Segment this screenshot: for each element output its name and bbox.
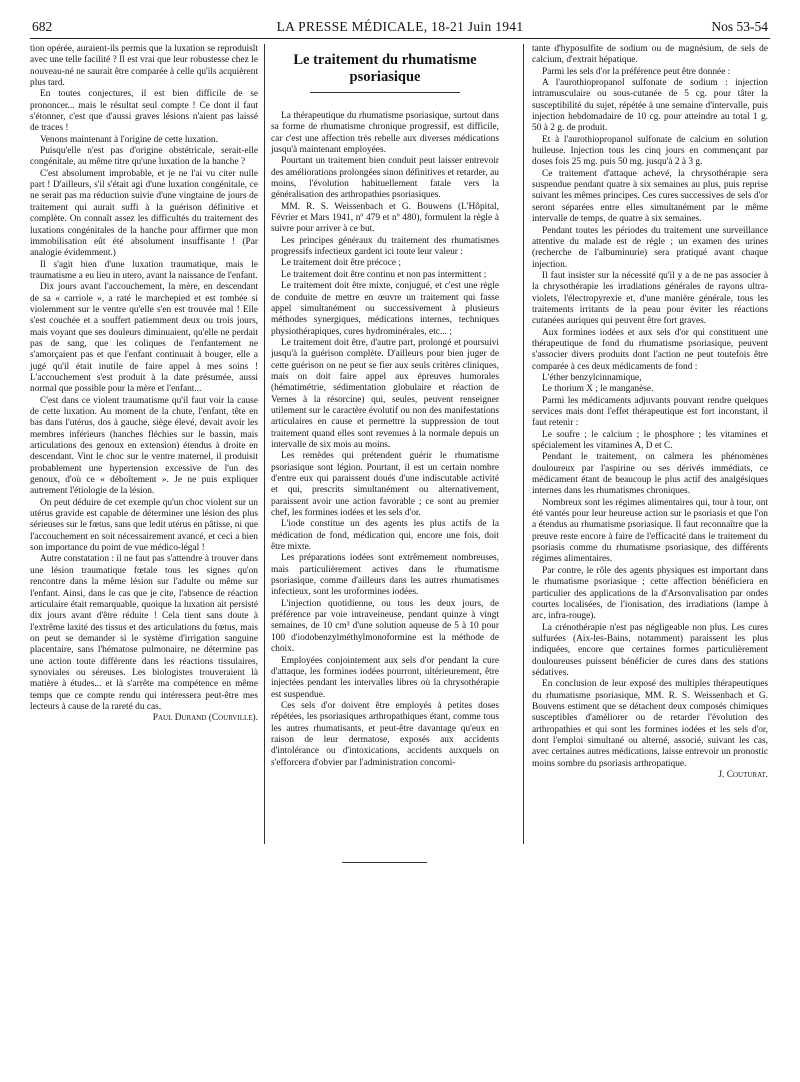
paragraph: Ces sels d'or doivent être employés à petites doses répétées, les psoriasiques arthropathiques étant, comme tous les autres rhumatisants, et peut-être davantage qu'eux en raison de leur dermatose, exposés aux accidents d'intolérance ou d'intoxications, accidents auxquels on s'efforcera d'obvier par l'administration concomi-	[271, 700, 499, 768]
paragraph: Employées conjointement aux sels d'or pendant la cure d'attaque, les formines iodées pourront, ultérieurement, être injectées pendant les intervalles libres où la chrysothérapie est suspendue.	[271, 655, 499, 700]
paragraph: L'éther benzylcinnamique,	[542, 372, 642, 383]
paragraph: tion opérée, auraient-ils permis que la luxation se reproduisît avec une telle facilité ? Il est vrai que leur robustesse chez le nouveau-né ne saurait être comparée à celle qu'ils acquièrent plus tard.	[30, 44, 258, 89]
paragraph: Il faut insister sur la nécessité qu'il y a de ne pas associer à la chrysothérapie les irradiations générales de rayons ultra-violets, l'électropyrexie et, d'une manière générale, tous les traitements irritants de la peau pour éviter les réactions cutanées auriques qui peuvent être fort graves.	[532, 270, 768, 327]
column-1	[30, 44, 258, 725]
paragraph: En conclusion de leur exposé des multiples thérapeutiques du rhumatisme psoriasique, MM. R. S. Weissenbach et G. Bouvens estiment que se détachent deux composés chimiques susceptibles d'améliorer ou de retarder l'évolution des arthropathies et qui sont les formines iodées et les sels d'or, dont l'emploi simultané ou alterné, associé, suivant les cas, avec certaines autres médications, laisse entrevoir un pronostic moins sombre du psoriasis arthropatique.	[532, 679, 768, 769]
paragraph: Les remèdes qui prétendent guérir le rhumatisme psoriasique sont légion. Pourtant, il est un certain nombre d'entre eux qui paraissent doués d'une indiscutable activité et qui, prescrits simultanément ou alternativement, paraissent avoir une action favorable ; ce sont au premier chef, les formines iodées et les sels d'or.	[271, 451, 499, 519]
paragraph: Pendant toutes les périodes du traitement une surveillance attentive du malade est de règle ; un examen des urines (recherche de l'albuminurie) sera pratiqué avant chaque injection.	[532, 225, 768, 270]
article-title: Le traitement du rhumatisme psoriasique	[293, 52, 477, 85]
title-rule	[310, 92, 460, 93]
paragraph: La thérapeutique du rhumatisme psoriasique, surtout dans sa forme de rhumatisme chronique progressif, est difficile, car c'est une affection très rebelle aux diverses médications jusqu'à maintenant employées.	[271, 111, 499, 156]
paragraph: Par contre, le rôle des agents physiques est important dans le rhumatisme psoriasique ; cette affection bénéficiera en particulier des applications de la d'Arsonvalisation par ondes courtes localisées, de l'ionisation, des irradiations (lampe à arc, infra-rouge).	[532, 565, 768, 622]
paragraph: Il s'agit bien d'une luxation traumatique, mais le traumatisme a eu lieu in utero, avant la naissance de l'enfant.	[30, 259, 258, 281]
paragraph: MM. R. S. Weissenbach et G. Bouwens (L'Hôpital, Février et Mars 1941, nº 479 et nº 480), formulent la règle à suivre pour arriver à ce but.	[271, 201, 499, 235]
paragraph: Les principes généraux du traitement des rhumatismes progressifs infectieux gardent ici toute leur valeur :	[271, 235, 499, 258]
paragraph: Aux formines iodées et aux sels d'or qui constituent une thérapeutique de fond du rhumatisme psoriasique, peuvent s'associer divers produits dont l'action ne peut toutefois être comparée à ces deux médicaments de fond :	[532, 327, 768, 372]
paragraph: Nombreux sont les régimes alimentaires qui, tour à tour, ont été vantés pour leur heureuse action sur le psoriasis et que l'on a étendus au rhumatisme psoriasique. Il faut reconnaître que la preuve reste encore à faire de l'efficacité dans le traitement du psoriasis comme du rhumatisme psoriasique, des différents régimes alimentaires.	[532, 497, 768, 565]
paragraph: On peut déduire de cet exemple qu'un choc violent sur un utérus gravide est capable de déterminer une lésion des plus sérieuses sur le fœtus, sans que ledit utérus en pâtisse, ni que l'accouchement en soit nécessairement avancé, et ceci a bien son importance du point de vue médico-légal !	[30, 497, 258, 554]
paragraph: Puisqu'elle n'est pas d'origine obstétricale, serait-elle congénitale, au même titre qu'une luxation de la hanche ?	[30, 146, 258, 168]
header-rule	[30, 38, 770, 39]
paragraph: Dix jours avant l'accouchement, la mère, en descendant de sa « carriole », a raté le marchepied et est tombée si violemment sur le ventre qu'elle s'en est trouvée mal ! Elle s'est couchée et a souffert patiemment deux ou trois jours, mais voyant que ses douleurs diminuaient, qu'elle ne perdait pas de sang, que les coliques de l'enfantement ne s'amorçaient pas et que l'enfant continuait à bouger, elle a jugé qu'il était inutile de faire appel à mes soins ! L'accouchement s'est produit à la date présumée, aussi normal que possible pour la mère et l'enfant...	[30, 282, 258, 395]
journal-name: LA PRESSE MÉDICALE,	[276, 19, 428, 34]
paragraph: Le traitement doit être précoce ;	[281, 258, 401, 269]
issue-number: Nos 53-54	[711, 19, 768, 34]
column-2	[271, 44, 499, 769]
paragraph: Pendant le traitement, on calmera les phénomènes douloureux par l'aspirine ou ses dérivés immédiats, ce médicament étant de beaucoup le plus actif des analgésiques internes dans les rhumatismes chroniques.	[532, 452, 768, 497]
paragraph: En toutes conjectures, il est bien difficile de se prononcer... mais le résultat seul compte ! Ce dont il faut s'étonner, c'est que d'aussi graves lésions n'aient pas laissé de traces !	[30, 89, 258, 134]
paragraph: Parmi les sels d'or la préférence peut être donnée :	[542, 66, 731, 77]
paragraph: La crénothérapie n'est pas négligeable non plus. Les cures sulfurées (Aix-les-Bains, notamment) paraissent les plus indiquées, encore que certaines formes particulièrement douloureuses puissent bénéficier de cures dans des stations sédatives.	[532, 622, 768, 678]
paragraph: Pourtant un traitement bien conduit peut laisser entrevoir des améliorations prolongées sinon définitives et retarder, au moins, l'évolution habituellement fatale vers la généralisation des arthropathies psoriasiques.	[271, 156, 499, 201]
paragraph: L'iode constitue un des agents les plus actifs de la médication de fond, médication qui, encore une fois, doit être mixte.	[271, 519, 499, 553]
paragraph: C'est dans ce violent traumatisme qu'il faut voir la cause de cette luxation. Au moment de la chute, l'enfant, tête en bas dans l'utérus, dos à gauche, siège élevé, devait avoir les membres inférieurs (hanches fléchies sur le bassin, mais articulations des genoux en extension) étendus à droite en descendant. Vint le choc sur le ventre maternel, il produisit probablement une hypertension excessive de l'un des genoux, d'où ce « déboîtement ». Je ne puis expliquer autrement l'étiologie de la lésion.	[30, 395, 258, 497]
paragraph: Le traitement doit être continu et non pas intermittent ;	[281, 269, 487, 280]
paragraph: Le thorium X ; le manganèse.	[542, 384, 654, 395]
paragraph: Les préparations iodées sont extrêmement nombreuses, mais particulièrement actives dans le rhumatisme psoriasique, comme d'ailleurs dans les autres rhumatismes infectieux, sont les uroformines iodées.	[271, 553, 499, 598]
paragraph: Et à l'aurothiopropanol sulfonate de calcium en solution huileuse. Injection tous les cinq jours en commençant par doses fois 25 mg. puis 50 mg. jusqu'à 2 à 3 g.	[532, 134, 768, 168]
paragraph: Parmi les médicaments adjuvants pouvant rendre quelques services mais dont l'effet thérapeutique est fort inconstant, il faut retenir :	[532, 395, 768, 429]
paragraph: Autre constatation : il ne faut pas s'attendre à trouver dans une lésion traumatique fœtale tous les signes qu'on rencontre dans la même lésion sur l'adulte ou même sur l'enfant. Ainsi, dans le cas que je cite, l'absence de réaction articulaire était remarquable, quoique la luxation ait persisté dix jours avant d'être réduite ! Cela tient sans doute à l'extrême laxité des tissus et des articulations du fœtus, mais on peut se demander si le système d'irrigation sanguine placentaire, sans l'hématose pulmonaire, ne détermine pas une action toute différente dans les réactions tissulaires, synoviales ou séreuses. Les biologistes trouveraient là matière à études... et là s'arrête ma compétence en même temps que ce compte rendu qui intéressera peut-être mes lecteurs à cause de la rareté du cas.	[30, 554, 258, 712]
paragraph: Ce traitement d'attaque achevé, la chrysothérapie sera suspendue pendant quatre à six semaines au plus, puis reprise suivant les mêmes principes. Ces cures successives de sels d'or seront séparées entre elles simultanément par le même intervalle de temps, de quatre à six semaines.	[532, 168, 769, 225]
paragraph: Le traitement doit être, d'autre part, prolongé et poursuivi jusqu'à la guérison complète. D'ailleurs pour bien juger de cette guérison on ne peut se fier aux seuls critères cliniques, mais on doit faire appel aux épreuves humorales (hématimétrie, sédimentation globulaire et réaction de Vernes à la résorcine) qui, seules, peuvent renseigner utilement sur le caractère évolutif ou non des manifestations articulaires en cause et permettre la suppression de tout traitement quand elles sont revenues à la normale depuis un intervalle de six mois au moins.	[271, 337, 499, 450]
column-3	[532, 44, 768, 781]
paragraph: C'est absolument improbable, et je ne l'ai vu citer nulle part ! D'ailleurs, s'il s'était agi d'une luxation congénitale, ce ne serait pas ma réduction suivie d'une vingtaine de jours de traitement qui aurait suffi à la guérison définitive et complète. On connaît assez les difficultés du traitement des luxations congénitales de la hanche pour affirmer que mon immobilisation eût été absolument insuffisante ! (Par analogie évidemment.)	[30, 168, 258, 259]
article-signature: J. Couturat.	[718, 770, 768, 780]
paragraph: Le soufre ; le calcium ; le phosphore ; les vitamines et spécialement les vitamines A, D et C.	[532, 429, 768, 452]
paragraph: tante d'hyposulfite de sodium ou de magnésium, de sels de calcium, d'extrait hépatique.	[532, 44, 768, 66]
issue-date: 18-21 Juin 1941	[431, 19, 524, 34]
author-signature: Paul Durand (Courville).	[152, 713, 258, 724]
paragraph: A l'aurothiopropanol sulfonate de sodium : injection intramusculaire ou sous-cutanée de 5 cg. pour tâter la susceptibilité du sujet, répétée à une semaine d'intervalle, puis injection hebdomadaire de 10 cg. pour atteindre au total 1 g. 50 à 2 g. de produit.	[532, 78, 768, 134]
running-title	[30, 19, 770, 35]
column-divider	[523, 44, 524, 844]
paragraph: Venons maintenant à l'origine de cette luxation.	[40, 134, 218, 145]
end-rule	[342, 862, 427, 863]
paragraph: Le traitement doit être mixte, conjugué, et c'est une règle de conduite de mettre en œuvre un traitement qui fasse appel simultanément ou successivement à plusieurs méthodes synergiques, médications internes, techniques physiothérapiques, cures hydrominérales, etc... ;	[271, 281, 499, 337]
page-number: 682	[32, 19, 53, 34]
column-divider	[264, 44, 265, 844]
page-header	[30, 19, 770, 39]
paragraph: L'injection quotidienne, ou tous les deux jours, de préférence par voie intraveineuse, pendant quinze à vingt semaines, de 10 cm³ d'une solution aqueuse de 5 à 10 pour 100 d'iodobenzylméthylmonoformine est la méthode de choix.	[271, 598, 499, 655]
